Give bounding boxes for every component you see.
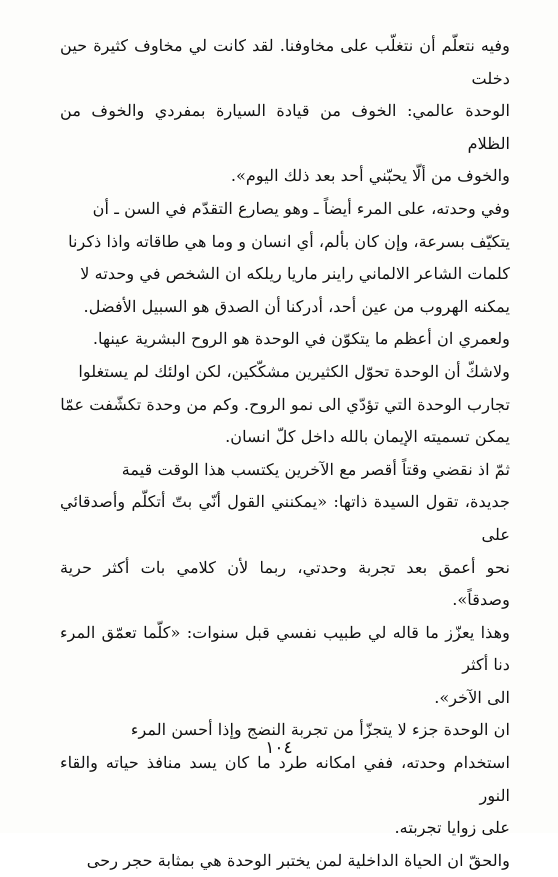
text-line: الوحدة عالمي: الخوف من قيادة السيارة بمفردي والخوف من الظلام <box>60 101 510 153</box>
text-line: ولعمري ان أعظم ما يتكوّن في الوحدة هو الروح البشرية عينها. <box>92 329 510 349</box>
text-line: والحقّ ان الحياة الداخلية لمن يختبر الوحدة هي بمثابة حجر رحى <box>86 850 510 870</box>
text-line: ولاشكّ أن الوحدة تحوّل الكثيرين مشكّكين، لكن اولئك لم يستغلوا <box>78 361 510 381</box>
text-line: وهذا يعزّز ما قاله لي طبيب نفسي قبل سنوات: «كلّما تعمّق المرء دنا أكثر <box>60 622 510 675</box>
text-line: تجارب الوحدة التي تؤدّي الى نمو الروح. وكم من وحدة تكشّفت عمّا <box>60 394 510 414</box>
text-line: استخدام وحدته، ففي امكانه طرد ما كان يسد منافذ حياته والقاء النور <box>60 753 510 805</box>
text-line: على زوايا تجربته. <box>394 818 510 838</box>
text-line: يتكيّف بسرعة، وإن كان بألم، أي انسان و وما هي طاقاته واذا ذكرنا <box>68 231 510 251</box>
text-line: يمكن تسميته الإيمان بالله داخل كلّ انسان. <box>225 427 510 447</box>
text-line: جديدة، تقول السيدة ذاتها: «يمكنني القول أنّي بتّ أتكلّم وأصدقائي على <box>60 492 510 544</box>
text-line: ان الوحدة جزء لا يتجزّأ من تجربة النضج وإذا أحسن المرء <box>130 720 510 740</box>
text-line: وفي وحدته، على المرء أيضاً ـ وهو يصارع التقدّم في السن ـ أن <box>92 198 510 218</box>
text-line: ثمّ اذ نقضي وقتاً أقصر مع الآخرين يكتسب هذا الوقت قيمة <box>121 459 510 479</box>
page-number: ١٠٤ <box>265 738 293 758</box>
text-line: وفيه نتعلّم أن نتغلّب على مخاوفنا. لقد كانت لي مخاوف كثيرة حين دخلت <box>60 36 510 88</box>
text-line: الى الآخر». <box>434 687 510 707</box>
text-line: كلمات الشاعر الالماني راينر ماريا ريلكه ان الشخص في وحدته لا <box>80 264 510 284</box>
text-line: والخوف من ألّا يحبّني أحد بعد ذلك اليوم». <box>230 166 510 186</box>
text-line: يمكنه الهروب من عين أحد، أدركنا أن الصدق هو السبيل الأفضل. <box>83 296 510 316</box>
text-line: نحو أعمق بعد تجربة وحدتي، ربما لأن كلامي بات أكثر حرية وصدقاً». <box>60 557 510 610</box>
